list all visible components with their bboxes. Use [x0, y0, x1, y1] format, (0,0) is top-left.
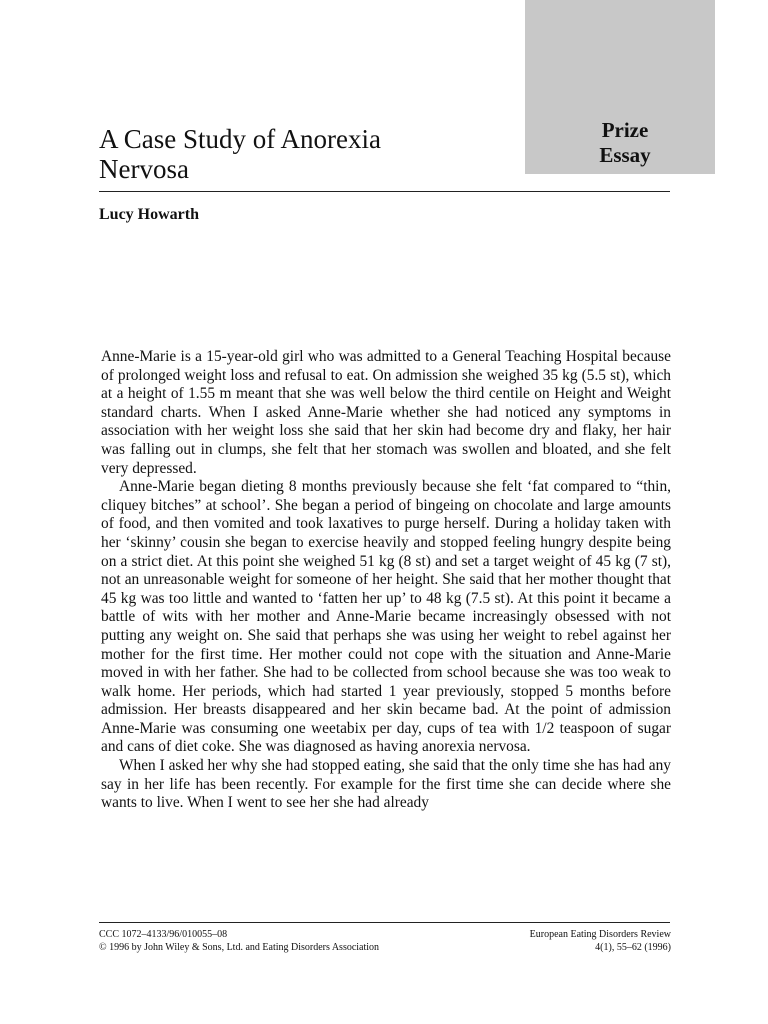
- footer-copyright-line: © 1996 by John Wiley & Sons, Ltd. and Eating Disorders Association: [99, 942, 380, 953]
- paragraph-1: Anne-Marie is a 15-year-old girl who was admitted to a General Teaching Hospital because of prolonged weight loss and refusal to eat. On admission she weighed 35 kg (5.5 st), which at a height of 1.55 m meant that she was well below the third centile on Height and Weight standard charts. When I asked Anne-Marie whether she had noticed any symptoms in association with her weight loss she said that her skin had become dry and flaky, her hair was falling out in clumps, she felt that her stomach was swollen and bloated, and she felt very depressed.: [101, 348, 671, 477]
- prize-essay-badge: [525, 0, 715, 174]
- badge-line-2: Essay: [599, 143, 651, 167]
- paragraph-2: Anne-Marie began dieting 8 months previously because she felt ‘fat compared to “thin, cliquey bitches” at school’. She began a period of bingeing on chocolate and large amounts of food, and then vomited and took laxatives to purge herself. During a holiday taken with her ‘skinny’ cousin she began to exercise heavily and stopped feeling hungry despite being on a strict diet. At this point she weighed 51 kg (8 st) and set a target weight of 45 kg (7 st), not an unreasonable weight for someone of her height. She said that her mother thought that 45 kg was too little and wanted to ‘fatten her up’ to 48 kg (7.5 st). At this point it became a battle of wits with her mother and Anne-Marie became increasingly obsessed with not putting any weight on. She said that perhaps she was using her weight to rebel against her mother for the first time. Her mother could not cope with the situation and Anne-Marie moved in with her father. She had to be collected from school because she was too weak to walk home. Her periods, which had started 1 year previously, stopped 5 months before admission. Her breasts disappeared and her skin became bad. At the point of admission Anne-Marie was consuming one weetabix per day, cups of tea with 1/2 teaspoon of sugar and cans of diet coke. She was diagnosed as having anorexia nervosa.: [101, 478, 671, 756]
- paragraph-3: When I asked her why she had stopped eating, she said that the only time she has had any say in her life has been recently. For example for the first time she can decide where she wants to live. When I went to see her she had already: [101, 757, 671, 812]
- footer-journal-citation: 4(1), 55–62 (1996): [595, 942, 671, 953]
- footer-ccc-code: CCC 1072–4133/96/010055–08: [99, 929, 228, 940]
- article-title: [99, 124, 499, 184]
- author-name: Lucy Howarth: [99, 206, 199, 223]
- title-line-1: A Case Study of Anorexia: [99, 124, 381, 154]
- badge-line-1: Prize: [601, 118, 649, 142]
- footer-journal-name: European Eating Disorders Review: [529, 929, 671, 940]
- footer-divider: [99, 922, 670, 923]
- footer-journal: [470, 928, 671, 954]
- badge-label: [525, 118, 725, 168]
- title-line-2: Nervosa: [99, 154, 189, 184]
- header-divider: [99, 191, 670, 192]
- article-body: [101, 348, 671, 813]
- footer-copyright: [99, 928, 379, 954]
